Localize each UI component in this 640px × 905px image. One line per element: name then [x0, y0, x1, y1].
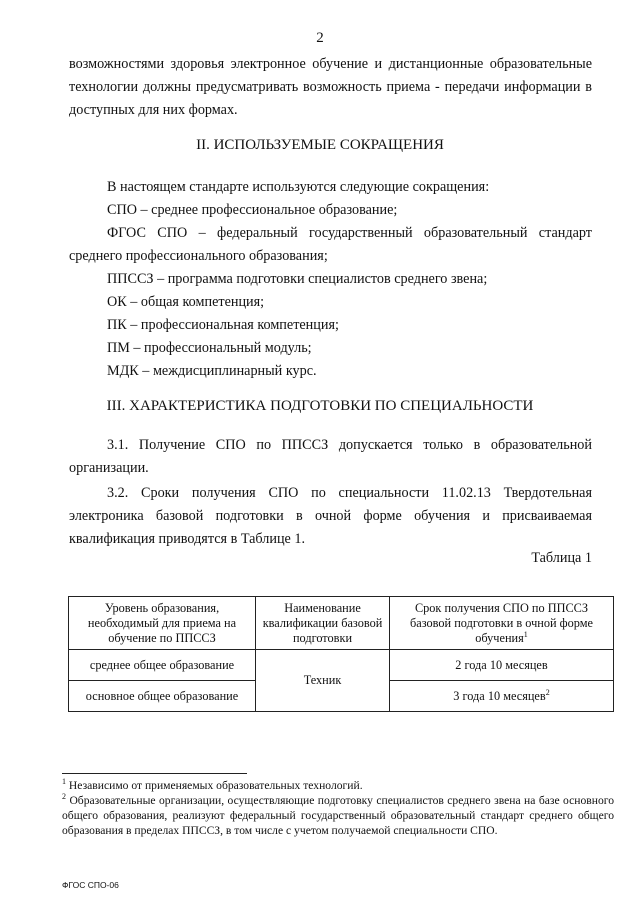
section-3-title: III. ХАРАКТЕРИСТИКА ПОДГОТОВКИ ПО СПЕЦИАЛЬНОСТИ — [106, 398, 534, 414]
cell-qualification: Техник — [256, 650, 390, 712]
cell-duration — [390, 650, 614, 681]
header-duration — [390, 597, 614, 650]
footer-code: ФГОС СПО-06 — [62, 880, 119, 890]
abbreviation-item: ППССЗ – программа подготовки специалистов среднего звена; — [107, 271, 488, 287]
table-header-row — [69, 597, 614, 650]
abbreviation-item: МДК – междисциплинарный курс. — [107, 363, 317, 379]
abbreviations-intro: В настоящем стандарте используются следующие сокращения: — [107, 179, 490, 195]
clause-3-2: 3.2. Сроки получения СПО по специальности 11.02.13 Твердотельная электроника базовой подготовки в очной форме обучения и присваиваемая квалификация приводятся в Таблице 1. — [69, 485, 592, 547]
cell-duration — [390, 681, 614, 712]
header-duration-text: Срок получения СПО по ППССЗ базовой подготовки в очной форме обучения — [410, 600, 593, 645]
abbreviation-item: СПО – среднее профессиональное образование; — [107, 202, 398, 218]
footnote-2 — [62, 793, 614, 838]
cell-duration-text: 2 года 10 месяцев — [455, 657, 548, 672]
footnote-mark: 2 — [62, 792, 66, 802]
abbreviation-item: ПМ – профессиональный модуль; — [107, 340, 312, 356]
abbreviation-item: ФГОС СПО – федеральный государственный образовательный стандарт среднего профессионального образования; — [69, 225, 592, 264]
clause-3-1: 3.1. Получение СПО по ППССЗ допускается только в образовательной организации. — [69, 437, 592, 476]
footnote-ref: 2 — [545, 687, 550, 697]
intro-paragraph: возможностями здоровья электронное обучение и дистанционные образовательные технологии должны предусматривать возможность приема - передачи информации в доступных для них формах. — [69, 56, 592, 118]
cell-education-level: основное общее образование — [69, 681, 256, 712]
footnote-mark: 1 — [62, 777, 66, 787]
cell-duration-text: 3 года 10 месяцев — [453, 688, 546, 703]
footnote-divider — [62, 773, 247, 774]
footnote-1 — [62, 778, 614, 793]
header-qualification: Наименование квалификации базовой подготовки — [256, 597, 390, 650]
table-row — [69, 650, 614, 681]
abbreviation-item: ОК – общая компетенция; — [107, 294, 265, 310]
footnote-ref: 1 — [523, 629, 528, 639]
table-caption: Таблица 1 — [531, 550, 592, 566]
footnote-text: Независимо от применяемых образовательных технологий. — [68, 779, 363, 792]
cell-education-level: среднее общее образование — [69, 650, 256, 681]
section-2-title: II. ИСПОЛЬЗУЕМЫЕ СОКРАЩЕНИЯ — [196, 137, 444, 153]
qualification-table — [68, 596, 614, 712]
abbreviation-item: ПК – профессиональная компетенция; — [107, 317, 339, 333]
footnote-text: Образовательные организации, осуществляющие подготовку специалистов среднего звена на базе основного общего образования, реализуют федеральный государственный образовательный стандарт среднего общего образования в пределах ППССЗ, в том числе с учетом получаемой специальности СПО. — [62, 794, 614, 837]
header-education-level: Уровень образования, необходимый для приема на обучение по ППССЗ — [69, 597, 256, 650]
page-number: 2 — [316, 30, 324, 46]
